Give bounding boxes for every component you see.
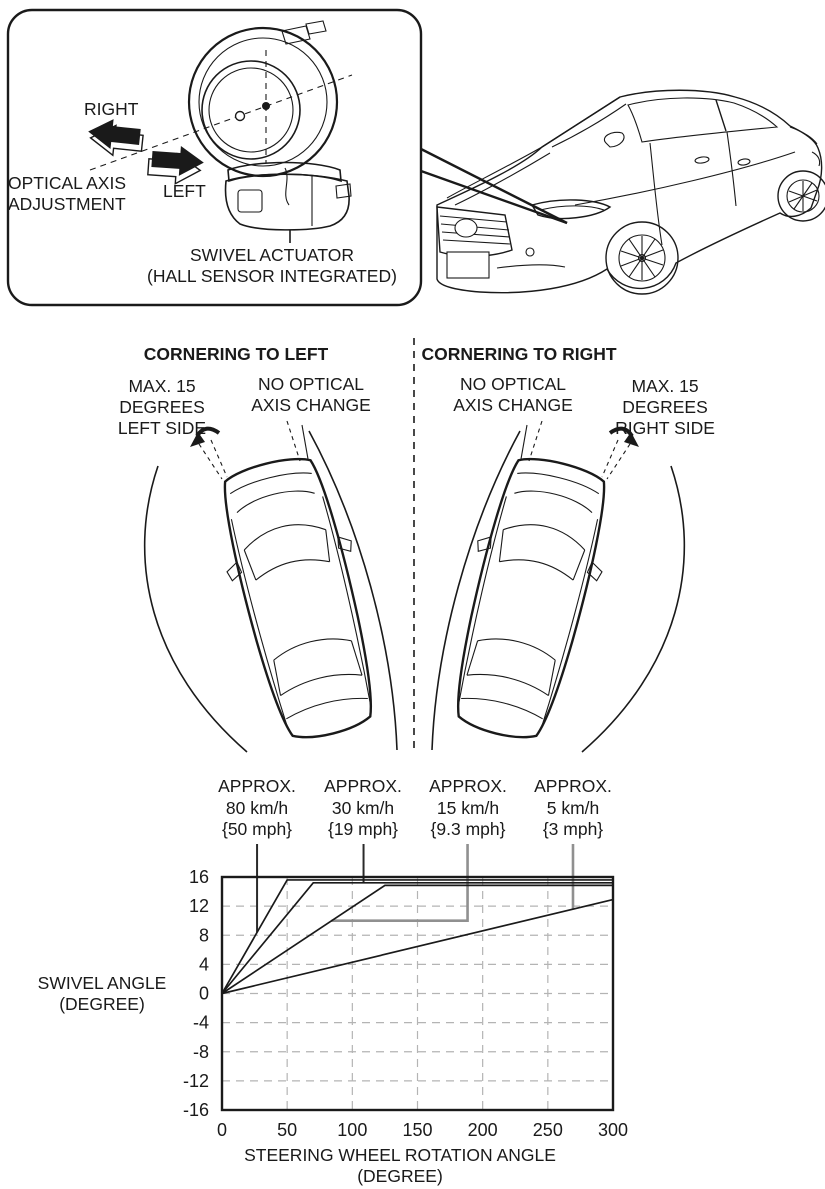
mount-tab <box>306 21 326 34</box>
right-max-label-line3: RIGHT SIDE <box>615 418 715 438</box>
series-label-line: {19 mph} <box>327 819 399 839</box>
y-tick-label: -8 <box>192 1041 209 1062</box>
series-label-line: 5 km/h <box>546 797 600 818</box>
x-tick-label: 250 <box>532 1120 563 1140</box>
series-label-line: APPROX. <box>429 776 507 796</box>
right-max-label-line1: MAX. 15 <box>631 376 699 396</box>
swivel-angle-chart <box>0 770 825 1189</box>
swivel-actuator-label-line2: (HALL SENSOR INTEGRATED) <box>147 266 397 286</box>
car-three-quarter-view-illustration <box>437 90 825 294</box>
axis-reference-point <box>236 112 245 121</box>
front-wheel <box>606 222 678 294</box>
cornering-left-art <box>145 421 397 752</box>
y-tick-label: 12 <box>188 896 209 917</box>
left-arrow-label: LEFT <box>163 181 206 201</box>
left-max-label-line1: MAX. 15 <box>128 376 196 396</box>
y-tick-label: 4 <box>198 954 209 975</box>
cornering-left-title: CORNERING TO LEFT <box>143 344 329 364</box>
x-tick-label: 200 <box>467 1120 498 1140</box>
x-tick-label: 50 <box>277 1120 298 1140</box>
left-no-change-label-line1: NO OPTICAL <box>258 374 364 394</box>
y-tick-label: 16 <box>188 867 209 887</box>
swivel-actuator-label-line1: SWIVEL ACTUATOR <box>189 245 355 265</box>
y-axis-title-line: (DEGREE) <box>59 994 145 1014</box>
left-direction-arrow-icon <box>147 144 205 186</box>
x-tick-label: 150 <box>402 1120 433 1140</box>
y-tick-label: -16 <box>182 1100 209 1120</box>
x-tick-label: 0 <box>216 1120 228 1140</box>
right-no-change-label-line1: NO OPTICAL <box>460 374 566 394</box>
y-tick-label: 8 <box>198 925 209 946</box>
right-max-label-line2: DEGREES <box>622 397 708 417</box>
axis-pivot-point <box>262 102 270 110</box>
y-axis-title-line: SWIVEL ANGLE <box>37 973 167 993</box>
series-label-line: 15 km/h <box>436 797 500 818</box>
series-label-line: APPROX. <box>218 776 296 796</box>
y-tick-label: 0 <box>198 983 209 1004</box>
x-axis-title-line: (DEGREE) <box>357 1166 443 1186</box>
left-max-label-line3: LEFT SIDE <box>117 418 207 438</box>
left-no-change-label-line2: AXIS CHANGE <box>251 395 371 415</box>
x-tick-label: 100 <box>337 1120 368 1140</box>
series-label-line: {3 mph} <box>542 819 604 839</box>
series-label-line: APPROX. <box>324 776 402 796</box>
left-max-label-line2: DEGREES <box>119 397 205 417</box>
cornering-right-title: CORNERING TO RIGHT <box>421 344 617 364</box>
callout-wedge-pointer <box>421 149 567 223</box>
optical-axis-adjustment-label-line2: ADJUSTMENT <box>8 194 126 214</box>
series-label-line: APPROX. <box>534 776 612 796</box>
series-label-line: {9.3 mph} <box>430 819 506 839</box>
x-axis-title-line: STEERING WHEEL ROTATION ANGLE <box>244 1145 556 1165</box>
series-label-line: 30 km/h <box>331 797 395 818</box>
series-label-line: {50 mph} <box>221 819 293 839</box>
right-arrow-label: RIGHT <box>84 99 139 119</box>
cornering-behavior-figure <box>0 335 825 775</box>
series-label-line: 80 km/h <box>225 797 289 818</box>
right-no-change-label-line2: AXIS CHANGE <box>453 395 573 415</box>
x-tick-label: 300 <box>597 1120 629 1140</box>
y-tick-label: -12 <box>182 1070 209 1091</box>
right-direction-arrow-icon <box>86 117 144 159</box>
headlight-swivel-overview-figure <box>0 0 825 335</box>
optical-axis-adjustment-label-line1: OPTICAL AXIS <box>8 173 127 193</box>
cornering-right-art <box>432 421 684 752</box>
y-tick-label: -4 <box>192 1012 209 1033</box>
